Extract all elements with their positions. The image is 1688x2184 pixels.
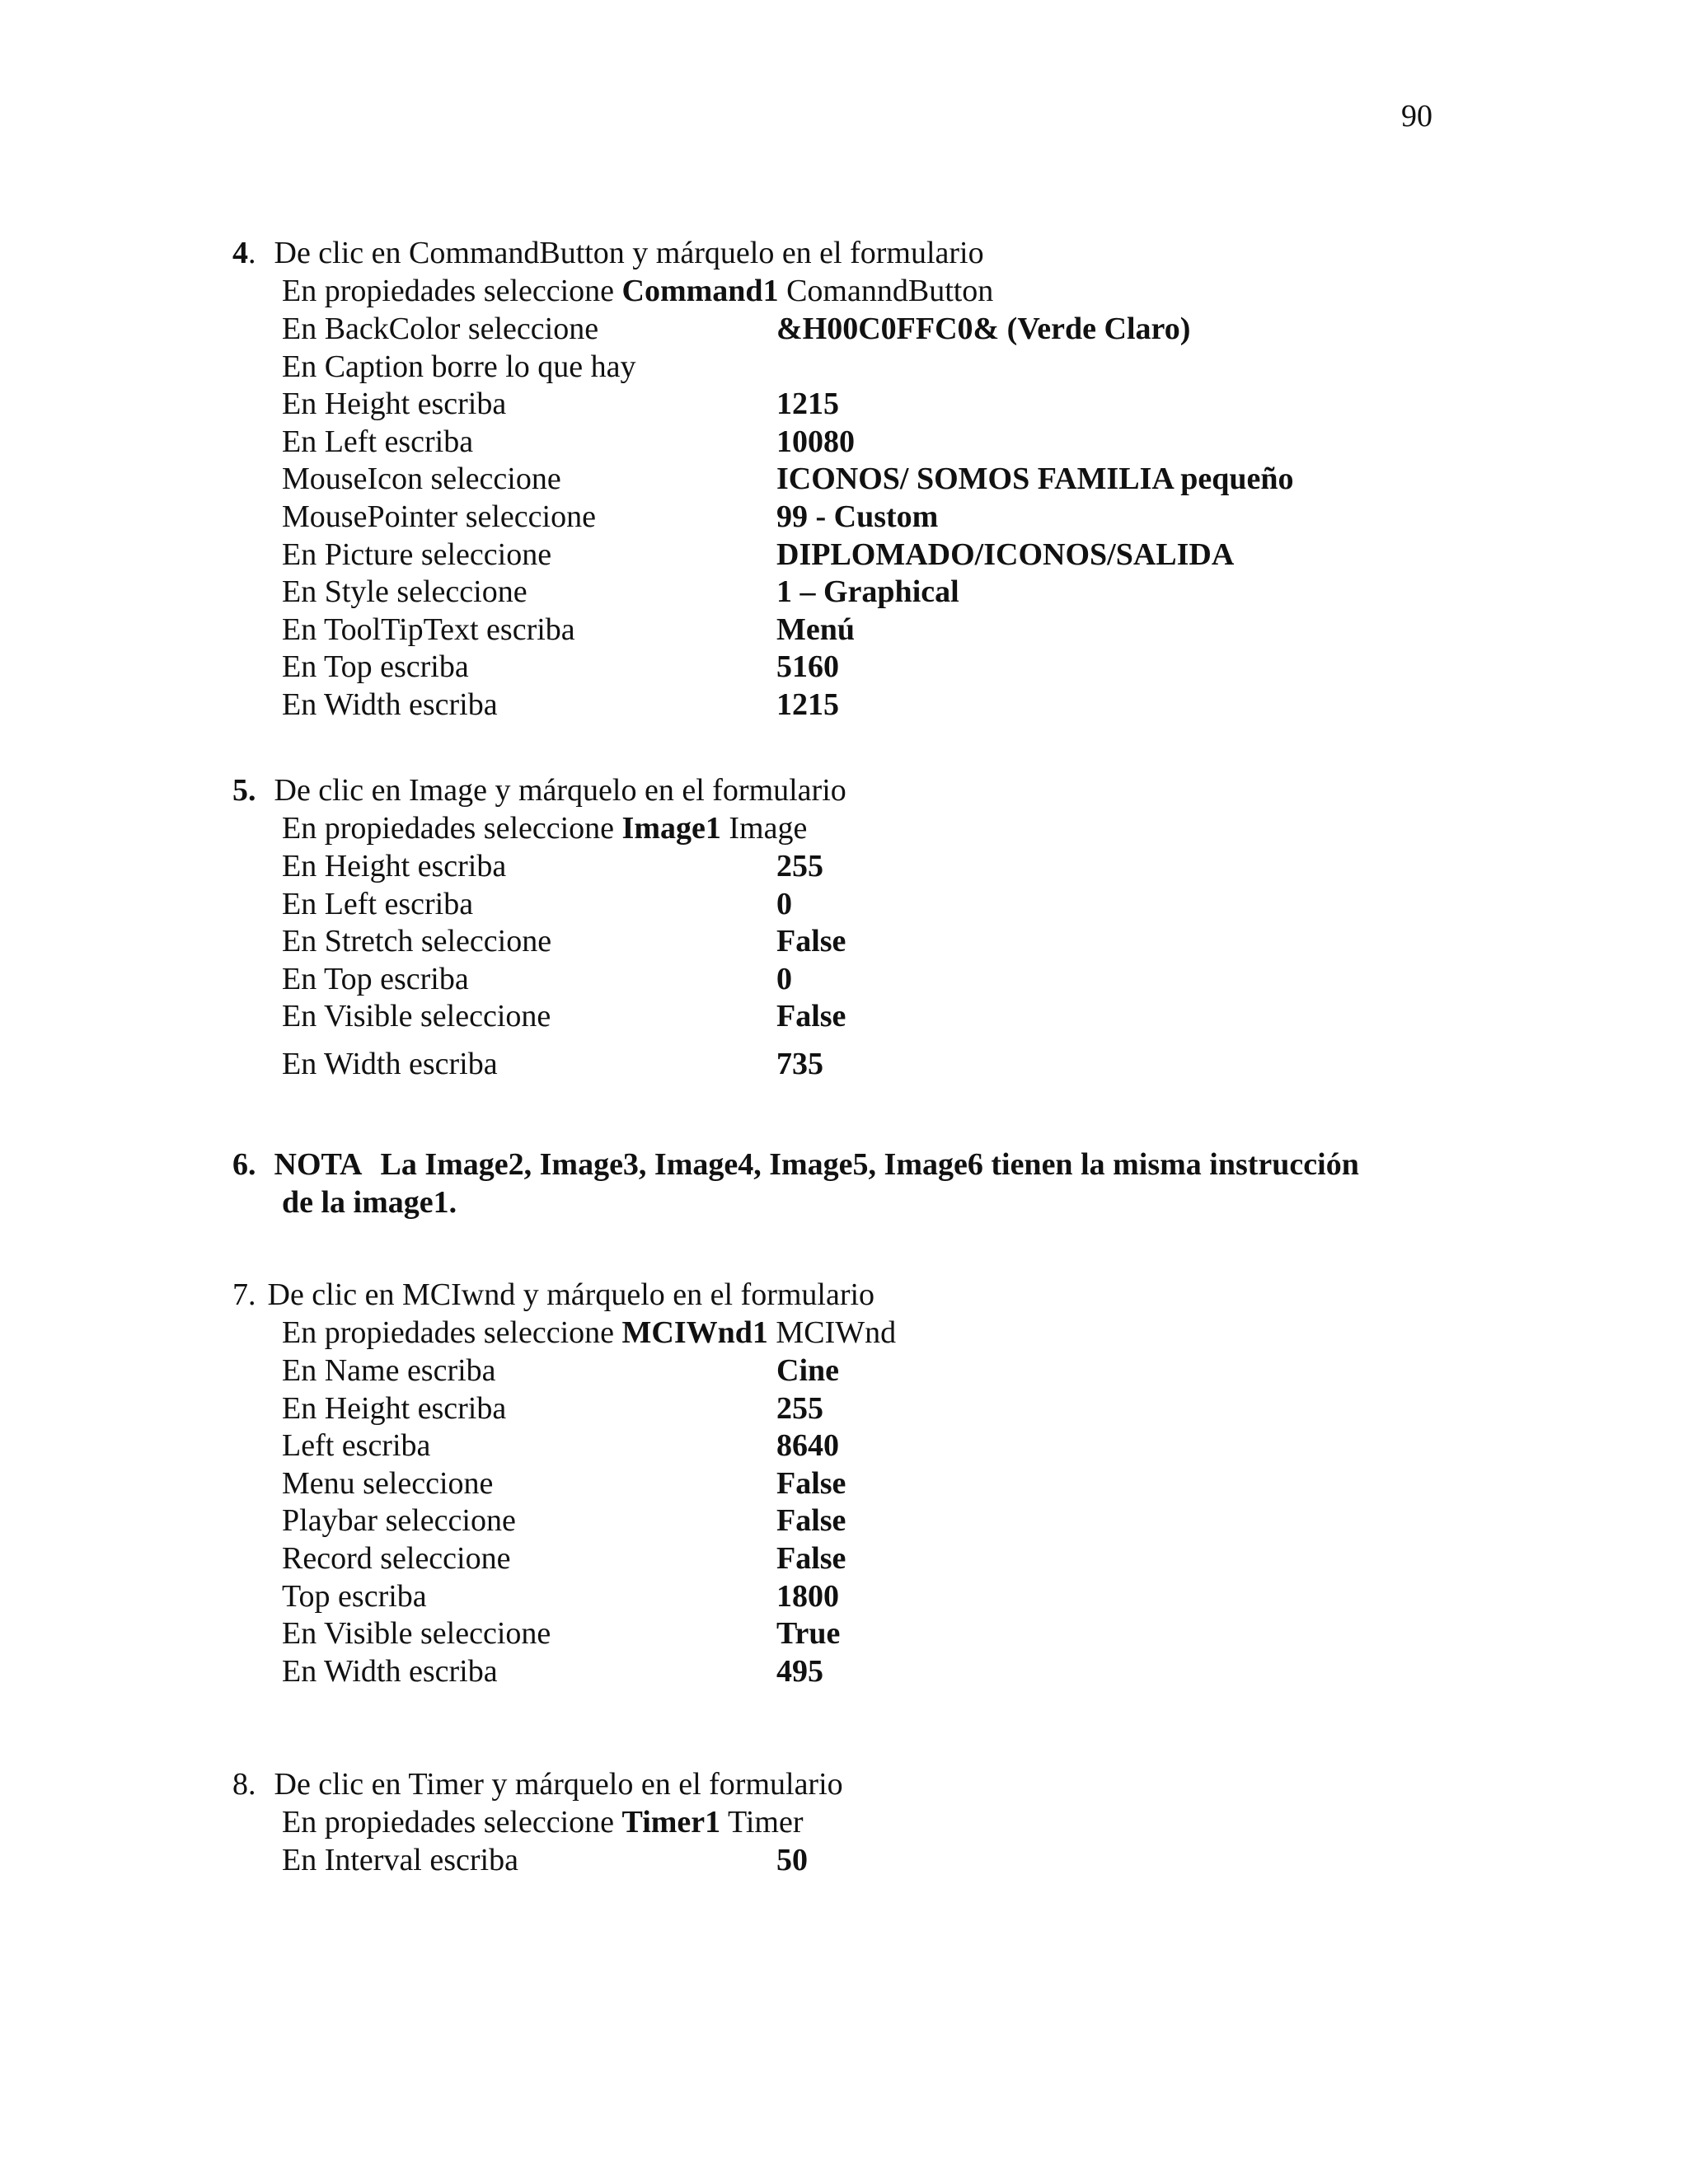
- property-row: [282, 960, 1436, 998]
- property-value: False: [776, 999, 846, 1034]
- section-5-heading: [232, 771, 846, 809]
- section-6-line-2: de la image1.: [282, 1185, 457, 1220]
- property-row: [282, 922, 1436, 960]
- property-value: 10080: [776, 424, 855, 459]
- property-label: En Width escriba: [282, 687, 498, 722]
- property-value: 1215: [776, 387, 839, 422]
- section-6-number: 6.: [232, 1147, 256, 1182]
- property-row: [282, 1841, 1436, 1879]
- property-label: En Left escriba: [282, 886, 474, 921]
- property-label: Record seleccione: [282, 1541, 511, 1576]
- section-5-select-prefix: En propiedades seleccione: [282, 811, 622, 846]
- property-row: [282, 1652, 1436, 1690]
- property-label: En Height escriba: [282, 1390, 507, 1426]
- property-row: [282, 1502, 1436, 1540]
- property-value: 1215: [776, 687, 839, 722]
- property-value: 8640: [776, 1428, 839, 1464]
- property-value: 99 - Custom: [776, 499, 939, 534]
- section-4-heading: 4. De clic en CommandButton y márquelo en el formulario: [232, 236, 984, 270]
- section-4-select-prefix: En propiedades seleccione: [282, 274, 622, 308]
- property-label: En Height escriba: [282, 387, 507, 422]
- property-label: Playbar seleccione: [282, 1503, 516, 1539]
- property-label: En Stretch seleccione: [282, 924, 552, 959]
- section-8-select-line: [282, 1803, 803, 1841]
- property-value: 50: [776, 1843, 808, 1877]
- section-8-select-suffix: Timer: [720, 1805, 804, 1840]
- property-value: 495: [776, 1653, 823, 1689]
- property-value: DIPLOMADO/ICONOS/SALIDA: [776, 537, 1235, 572]
- section-4-select-object: Command1: [621, 274, 779, 308]
- section-7-heading: 7. De clic en MCIwnd y márquelo en el formulario: [232, 1277, 875, 1312]
- property-row: [282, 1427, 1436, 1465]
- property-label: En Interval escriba: [282, 1843, 518, 1877]
- section-7-select-suffix: MCIWnd: [767, 1315, 897, 1350]
- section-6-note: [232, 1146, 1444, 1221]
- property-label: En ToolTipText escriba: [282, 612, 575, 647]
- property-row: [282, 1615, 1436, 1652]
- section-7-number: 7: [232, 1277, 248, 1312]
- property-label: En Picture seleccione: [282, 537, 552, 572]
- property-label: MousePointer seleccione: [282, 499, 596, 534]
- section-4-select-line: [282, 272, 993, 310]
- property-value: Cine: [776, 1353, 839, 1388]
- page-number: 90: [1401, 99, 1432, 134]
- property-row: [282, 423, 1436, 461]
- property-value: False: [776, 924, 846, 959]
- property-value: 255: [776, 849, 823, 883]
- property-row: [282, 1352, 1436, 1390]
- property-row: [282, 1577, 1436, 1615]
- property-value: False: [776, 1503, 846, 1539]
- property-label: En Name escriba: [282, 1353, 496, 1388]
- property-label: En BackColor seleccione: [282, 312, 599, 346]
- property-value: 0: [776, 886, 792, 921]
- property-row: [282, 1045, 1436, 1083]
- property-value: 0: [776, 961, 792, 996]
- property-value: Menú: [776, 612, 855, 647]
- property-row: [282, 348, 1436, 386]
- property-row: [282, 611, 1436, 649]
- property-value: 5160: [776, 649, 839, 685]
- section-5-instruction: De clic en Image y márquelo en el formulario: [274, 773, 846, 808]
- property-row: [282, 885, 1436, 923]
- property-label: MouseIcon seleccione: [282, 462, 561, 497]
- property-label: En Height escriba: [282, 849, 507, 883]
- property-row: [282, 460, 1436, 498]
- section-8-number: 8: [232, 1767, 248, 1802]
- property-row: [282, 498, 1436, 536]
- property-label: En Top escriba: [282, 961, 469, 996]
- property-label: Menu seleccione: [282, 1465, 494, 1501]
- property-row: [282, 847, 1436, 885]
- section-5-select-line: [282, 809, 807, 847]
- section-5-select-suffix: Image: [720, 811, 808, 846]
- property-value: False: [776, 1465, 846, 1501]
- section-7-select-line: [282, 1314, 896, 1352]
- property-label: En Top escriba: [282, 649, 469, 685]
- property-row: [282, 310, 1436, 348]
- property-value: &H00C0FFC0& (Verde Claro): [776, 312, 1191, 346]
- property-label: En Style seleccione: [282, 574, 528, 610]
- section-8-select-object: Timer1: [621, 1805, 721, 1840]
- property-value: False: [776, 1541, 846, 1576]
- section-6-line-1: [232, 1146, 1444, 1183]
- property-value: True: [776, 1616, 841, 1652]
- section-8-heading: 8. De clic en Timer y márquelo en el formulario: [232, 1767, 843, 1802]
- property-value: 735: [776, 1047, 823, 1081]
- property-label: En Width escriba: [282, 1047, 498, 1081]
- section-7-instruction: De clic en MCIwnd y márquelo en el formulario: [267, 1277, 875, 1312]
- property-row: [282, 536, 1436, 574]
- property-label: Left escriba: [282, 1428, 431, 1464]
- property-label: Top escriba: [282, 1578, 427, 1614]
- property-value: ICONOS/ SOMOS FAMILIA pequeño: [776, 462, 1294, 497]
- section-6-line-1-rest: La Image2, Image3, Image4, Image5, Image6 tienen la misma instrucción: [380, 1147, 1359, 1182]
- property-label: En Caption borre lo que hay: [282, 349, 636, 384]
- section-4-number: 4: [232, 236, 248, 270]
- property-value: 1 – Graphical: [776, 574, 959, 610]
- section-4-select-suffix: ComanndButton: [778, 274, 994, 308]
- property-row: [282, 997, 1436, 1035]
- section-7-select-prefix: En propiedades seleccione: [282, 1315, 622, 1350]
- property-row: [282, 648, 1436, 686]
- property-row: [282, 1390, 1436, 1427]
- property-row: [282, 686, 1436, 724]
- property-label: En Visible seleccione: [282, 999, 551, 1034]
- section-5-select-object: Image1: [621, 811, 721, 846]
- property-row: [282, 573, 1436, 611]
- section-6-lead: NOTA: [274, 1147, 363, 1182]
- section-5-number: 5.: [232, 773, 256, 808]
- property-row: [282, 1540, 1436, 1577]
- section-8-select-prefix: En propiedades seleccione: [282, 1805, 622, 1840]
- property-value: 255: [776, 1390, 823, 1426]
- section-8-instruction: De clic en Timer y márquelo en el formulario: [274, 1767, 843, 1802]
- property-label: En Width escriba: [282, 1653, 498, 1689]
- property-label: En Left escriba: [282, 424, 474, 459]
- property-label: En Visible seleccione: [282, 1616, 551, 1652]
- section-4-instruction: De clic en CommandButton y márquelo en el formulario: [274, 236, 984, 270]
- property-row: [282, 385, 1436, 423]
- property-value: 1800: [776, 1578, 839, 1614]
- property-row: [282, 1465, 1436, 1502]
- section-7-select-object: MCIWnd1: [621, 1315, 768, 1350]
